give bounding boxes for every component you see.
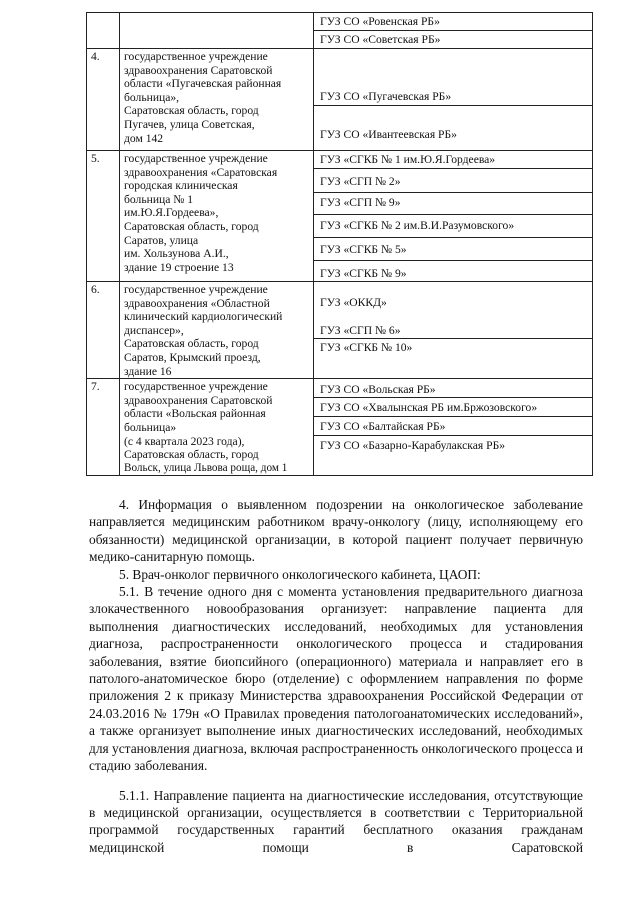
organization-cell [120, 151, 314, 282]
subordinate-item: ГУЗ «СГКБ № 5» [314, 238, 592, 261]
row-number: 7. [87, 379, 120, 476]
table-row [87, 49, 593, 151]
org-line: больница» [124, 420, 177, 434]
org-line: Саратовская область, город [124, 337, 259, 351]
org-line: государственное учреждение [124, 380, 268, 394]
org-line: Саратовская область, город [124, 448, 259, 462]
subordinate-item: ГУЗ СО «Балтайская РБ» [314, 417, 592, 436]
subordinate-cell [314, 282, 593, 379]
row-number [87, 13, 120, 49]
org-line: Саратовская область, город [124, 219, 259, 233]
table-row [87, 151, 593, 282]
organization-cell [120, 379, 314, 476]
org-line: Саратовская область, город [124, 104, 259, 118]
subordinate-item: ГУЗ «СГП № 2» [314, 169, 592, 193]
org-line: государственное учреждение [124, 283, 268, 296]
subordinate-item: ГУЗ «СГКБ № 1 им.Ю.Я.Гордеева» [314, 151, 592, 169]
org-line: больница», [124, 90, 180, 104]
table-row [87, 379, 593, 476]
row-number: 4. [87, 49, 120, 151]
organization-cell [120, 282, 314, 379]
subordinate-item: ГУЗ СО «Советская РБ» [320, 33, 441, 46]
org-line: (с 4 квартала 2023 года), [124, 434, 245, 448]
row-number: 6. [87, 282, 120, 379]
org-line: здравоохранения «Саратовская [124, 165, 278, 179]
subordinate-item: ГУЗ СО «Хвалынская РБ им.Бржозовского» [314, 398, 592, 417]
organization-cell [120, 13, 314, 49]
paragraph-5-1: 5.1. В течение одного дня с момента установления предварительного диагноза злокачественного новообразования организует: направление пациента для выполнения диагностических исследований, необходимых для установления диагноза, распространенности онкологического процесса и стадирования заболевания, взятие биопсийного (операционного) материала и направляет его в патолого-анатомическое бюро (отделение) с оформлением направления по форме приложения 2 к приказу Министерства здравоохранения Российской Федерации от 24.03.2016 № 179н «О Правилах проведения патологоанатомических исследований», а также организует выполнение иных диагностических исследований, необходимых для установления диагноза, включая распространенность онкологического процесса и стадию заболевания. [89, 584, 583, 774]
org-line: дом 142 [124, 131, 164, 145]
subordinate-cell [314, 13, 593, 49]
subordinate-item: ГУЗ «СГП № 6» [314, 312, 592, 339]
subordinate-cell [314, 151, 593, 282]
org-line: области «Пугачевская районная [124, 77, 282, 91]
org-line: больница № 1 [124, 192, 194, 206]
subordinate-item: ГУЗ «СГП № 9» [314, 193, 592, 215]
paragraph-5-1-1: 5.1.1. Направление пациента на диагностические исследования, отсутствующие в медицинской организации, осуществляется в соответствии с Территориальной программой государственных гарантий бесплатного оказания гражданам медицинской помощи в Саратовской [89, 787, 583, 855]
subordinate-item: ГУЗ «СГКБ № 9» [320, 267, 407, 280]
org-line: области «Вольская районная [124, 407, 266, 421]
subordinate-item: ГУЗ СО «Вольская РБ» [314, 379, 592, 398]
subordinate-item: ГУЗ «ОККД» [320, 296, 387, 309]
org-line: диспансер», [124, 323, 184, 337]
subordinate-cell [314, 379, 593, 476]
org-line: государственное учреждение [124, 50, 268, 63]
org-line: им. Хользунова А.И., [124, 247, 229, 261]
subordinate-item: ГУЗ СО «Ивантеевская РБ» [320, 128, 457, 141]
subordinate-item: ГУЗ СО «Базарно-Карабулакская РБ» [320, 439, 506, 453]
table-row [87, 282, 593, 379]
org-line: здравоохранения Саратовской [124, 63, 273, 77]
org-line: им.Ю.Я.Гордеева», [124, 206, 219, 220]
org-line: Пугачев, улица Советская, [124, 117, 255, 131]
org-line: Саратов, улица [124, 233, 199, 247]
table-row [87, 13, 593, 49]
subordinate-item: ГУЗ «СГКБ № 10» [320, 341, 413, 354]
org-line: здравоохранения Саратовской [124, 393, 273, 407]
org-line: здание 16 [124, 364, 172, 378]
org-line: Вольск, улица Львова роща, дом 1 [124, 461, 288, 474]
organizations-table [86, 12, 593, 476]
subordinate-item: ГУЗ СО «Ровенская РБ» [314, 13, 592, 31]
paragraph-5: 5. Врач-онколог первичного онкологического кабинета, ЦАОП: [119, 566, 481, 582]
subordinate-item: ГУЗ «СГКБ № 2 им.В.И.Разумовского» [314, 215, 592, 238]
org-line: государственное учреждение [124, 152, 268, 165]
org-line: Саратов, Крымский проезд, [124, 350, 261, 364]
subordinate-cell [314, 49, 593, 151]
organization-cell [120, 49, 314, 151]
org-line: здравоохранения «Областной [124, 296, 270, 310]
org-line: клинический кардиологический [124, 310, 283, 324]
paragraph-4: 4. Информация о выявленном подозрении на онкологическое заболевание направляется медицинским работником врачу-онкологу (лицу, исполняющему его обязанности) медицинской организации, в которой пациент получает первичную медико-санитарную помощь. [89, 497, 583, 565]
org-line: городская клиническая [124, 179, 238, 193]
body-text [89, 496, 583, 856]
row-number: 5. [87, 151, 120, 282]
subordinate-item: ГУЗ СО «Пугачевская РБ» [314, 49, 592, 106]
org-line: здание 19 строение 13 [124, 260, 234, 274]
